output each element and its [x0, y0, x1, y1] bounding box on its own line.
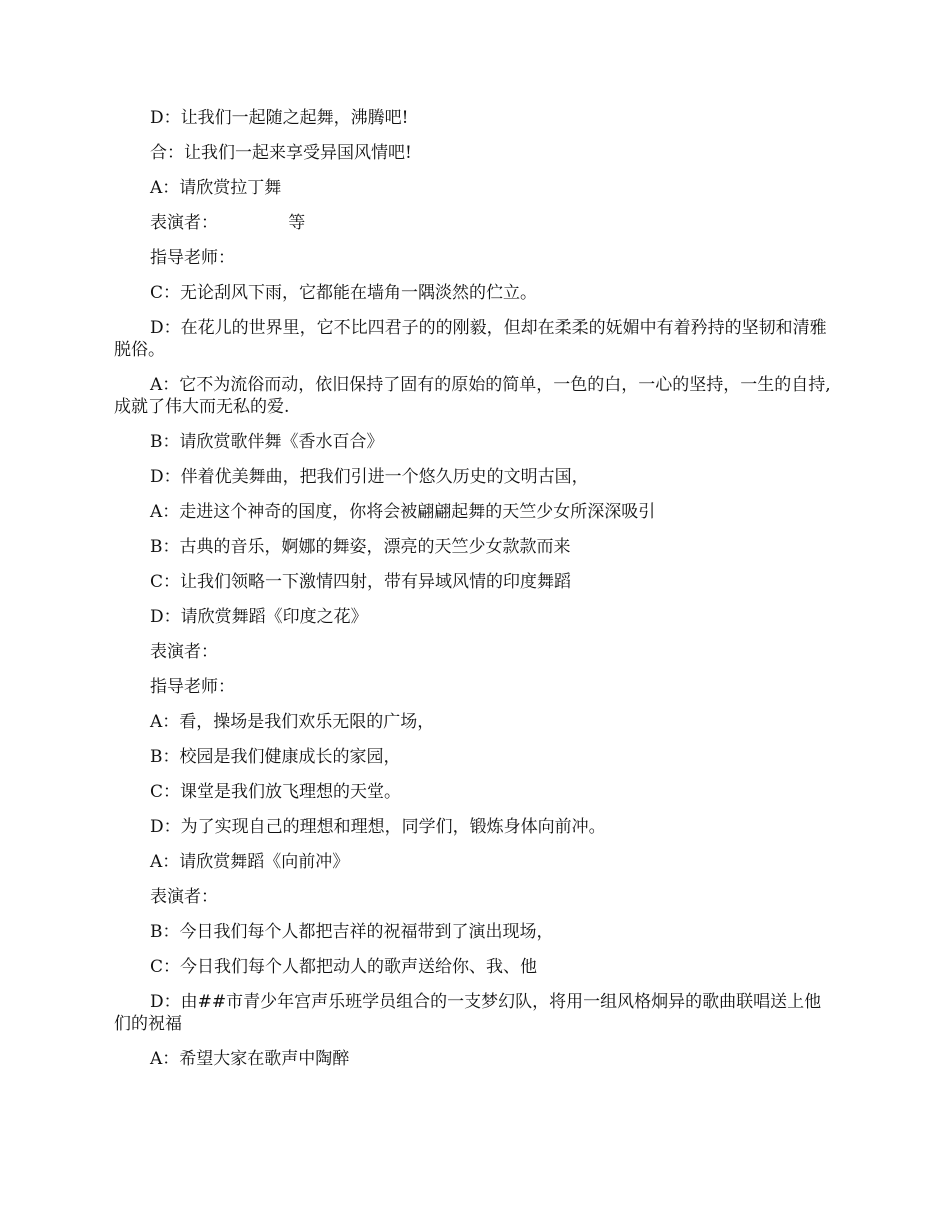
script-line: C：无论刮风下雨，它都能在墙角一隅淡然的伫立。 — [150, 283, 538, 303]
script-line: A：请欣赏舞蹈《向前冲》 — [150, 852, 350, 872]
script-line: C：今日我们每个人都把动人的歌声送给你、我、他 — [150, 957, 538, 977]
script-line: C：课堂是我们放飞理想的天堂。 — [150, 782, 402, 802]
script-line: A：看，操场是我们欢乐无限的广场， — [150, 712, 435, 732]
script-line: A：希望大家在歌声中陶醉 — [150, 1049, 350, 1069]
script-line: C：让我们领略一下激情四射，带有异域风情的印度舞蹈 — [150, 572, 572, 592]
script-line: B：校园是我们健康成长的家园， — [150, 747, 401, 767]
instructor-line: 指导老师： — [150, 248, 235, 268]
script-line: D：请欣赏舞蹈《印度之花》 — [150, 607, 368, 627]
document-body — [114, 107, 836, 1083]
script-line: A：走进这个神奇的国度，你将会被翩翩起舞的天竺少女所深深吸引 — [150, 502, 656, 522]
script-line: B：今日我们每个人都把吉祥的祝福带到了演出现场， — [150, 922, 554, 942]
instructor-line: 指导老师： — [150, 677, 235, 697]
script-line: B：请欣赏歌伴舞《香水百合》 — [150, 432, 384, 452]
performer-line: 表演者： — [150, 642, 218, 662]
script-line: D：为了实现自己的理想和理想，同学们，锻炼身体向前冲。 — [150, 817, 606, 837]
script-line: 合：让我们一起来享受异国风情吧! — [150, 143, 412, 163]
script-line: A：请欣赏拉丁舞 — [150, 178, 282, 198]
script-line: D：由##市青少年宫声乐班学员组合的一支梦幻队，将用一组风格炯异的歌曲联唱送上他们的祝福 — [114, 992, 822, 1034]
script-line: B：古典的音乐，婀娜的舞姿，漂亮的天竺少女款款而来 — [150, 537, 571, 557]
script-line: A：它不为流俗而动，依旧保持了固有的原始的简单，一色的白，一心的坚持，一生的自持,成就了伟大而无私的爱. — [114, 375, 831, 417]
script-line: D：让我们一起随之起舞，沸腾吧! — [150, 108, 409, 128]
script-line: D：在花儿的世界里，它不比四君子的的刚毅，但却在柔柔的妩媚中有着矜持的坚韧和清雅脱俗。 — [114, 318, 827, 360]
performer-line: 表演者： — [150, 887, 218, 907]
script-line: D：伴着优美舞曲，把我们引进一个悠久历史的文明古国， — [150, 467, 589, 487]
performer-line: 表演者： 等 — [150, 213, 306, 233]
